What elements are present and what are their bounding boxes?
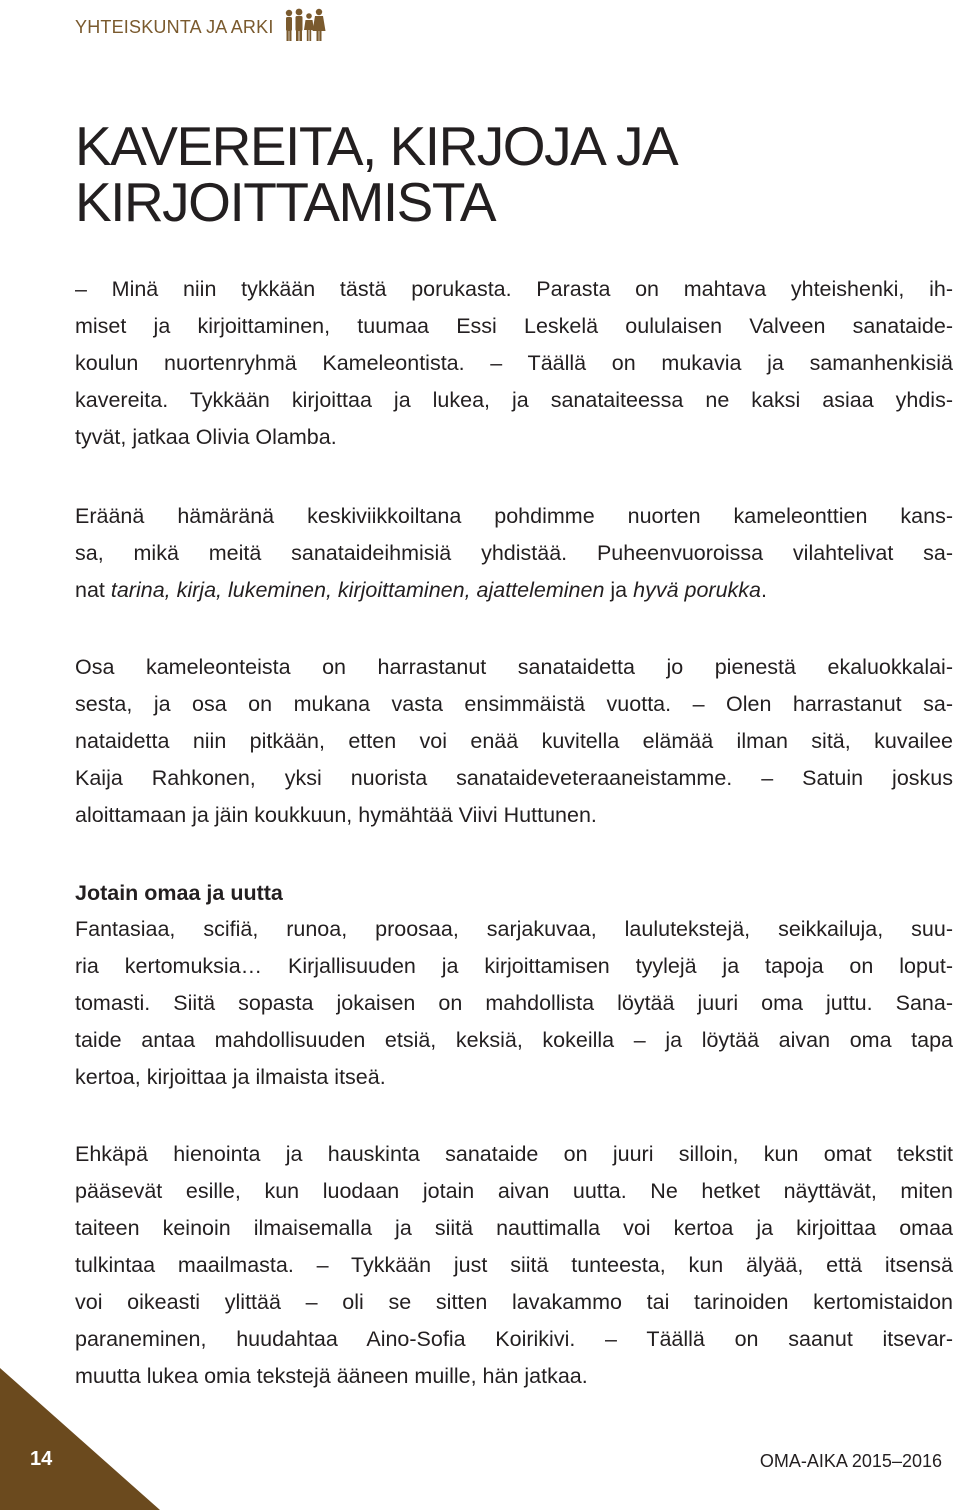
paragraph-line: kavereita. Tykkään kirjoittaa ja lukea, ja sanataiteessa ne kaksi asiaa yhdis- [75,388,953,412]
subheading: Jotain omaa ja uutta [75,881,283,905]
paragraph-line: Kaija Rahkonen, yksi nuorista sanataideveteraaneistamme. – Satuin joskus [75,766,953,790]
paragraph-4 [75,911,953,1096]
paragraph-5 [75,1136,953,1395]
title-line-1: KAVEREITA, KIRJOJA JA [75,115,678,177]
paragraph-line: taiteen keinoin ilmaisemalla ja siitä nauttimalla voi kertoa ja kirjoittaa omaa [75,1216,953,1240]
page-title [75,115,895,233]
section-label: YHTEISKUNTA JA ARKI [75,17,274,37]
paragraph-line: – Minä niin tykkään tästä porukasta. Parasta on mahtava yhteishenki, ih- [75,277,953,301]
publication-title: OMA-AIKA 2015–2016 [759,1451,942,1471]
paragraph-line: voi oikeasti ylittää – oli se sitten lavakammo tai tarinoiden kertomistaidon [75,1290,953,1314]
paragraph-line: sesta, ja osa on mukana vasta ensimmäistä vuotta. – Olen harrastanut sa- [75,692,953,716]
paragraph-line: kertoa, kirjoittaa ja ilmaista itseä. [75,1065,386,1089]
text-run: . [761,578,767,602]
page-header [75,8,328,47]
paragraph-line: aloittamaan ja jäin koukkuun, hymähtää Viivi Huttunen. [75,803,597,827]
paragraph-line: miset ja kirjoittaminen, tuumaa Essi Leskelä oululaisen Valveen sanataide- [75,314,953,338]
paragraph-2 [75,498,953,609]
italic-words: tarina, kirja, lukeminen, kirjoittaminen, ajatteleminen [110,578,605,602]
paragraph-line: Ehkäpä hienointa ja hauskinta sanataide on juuri silloin, kun omat tekstit [75,1142,953,1166]
text-run: nat [75,578,111,602]
page-number: 14 [30,1448,53,1470]
paragraph-line: nataidetta niin pitkään, etten voi enää kuvitella elämää ilman sitä, kuvailee [75,729,953,753]
paragraph-line: koulun nuortenryhmä Kameleontista. – Täällä on mukavia ja samanhenkisiä [75,351,953,375]
title-line-2: KIRJOITTAMISTA [75,171,496,233]
paragraph-line: tulkintaa maailmasta. – Tykkään just siitä tunteesta, kun älyää, että itsensä [75,1253,953,1277]
paragraph-line: taide antaa mahdollisuuden etsiä, keksiä, kokeilla – ja löytää aivan oma tapa [75,1028,953,1052]
italic-words: hyvä porukka [633,578,761,602]
paragraph-3 [75,649,953,834]
paragraph-line [75,572,953,609]
corner-triangle [0,1368,160,1510]
paragraph-line: ria kertomuksia… Kirjallisuuden ja kirjoittamisen tyylejä ja tapoja on loput- [75,954,953,978]
paragraph-line: sa, mikä meitä sanataideihmisiä yhdistää. Puheenvuoroissa vilahtelivat sa- [75,541,953,565]
text-run: ja [604,578,634,602]
paragraph-line: Eräänä hämäränä keskiviikkoiltana pohdimme nuorten kameleonttien kans- [75,504,953,528]
paragraph-1 [75,271,953,456]
paragraph-line: Osa kameleonteista on harrastanut sanataidetta jo pienestä ekaluokkalai- [75,655,953,679]
paragraph-line: tomasti. Siitä sopasta jokaisen on mahdollista löytää juuri oma juttu. Sana- [75,991,953,1015]
paragraph-line: pääsevät esille, kun luodaan jotain aivan uutta. Ne hetket näyttävät, miten [75,1179,953,1203]
paragraph-line: paraneminen, huudahtaa Aino-Sofia Koirikivi. – Täällä on saanut itsevar- [75,1327,953,1351]
paragraph-line: muutta lukea omia tekstejä ääneen muille, hän jatkaa. [75,1364,588,1388]
paragraph-line: tyvät, jatkaa Olivia Olamba. [75,425,337,449]
paragraph-line: Fantasiaa, scifiä, runoa, proosaa, sarjakuvaa, laulutekstejä, seikkailuja, suu- [75,917,953,941]
people-group-icon [284,8,328,47]
